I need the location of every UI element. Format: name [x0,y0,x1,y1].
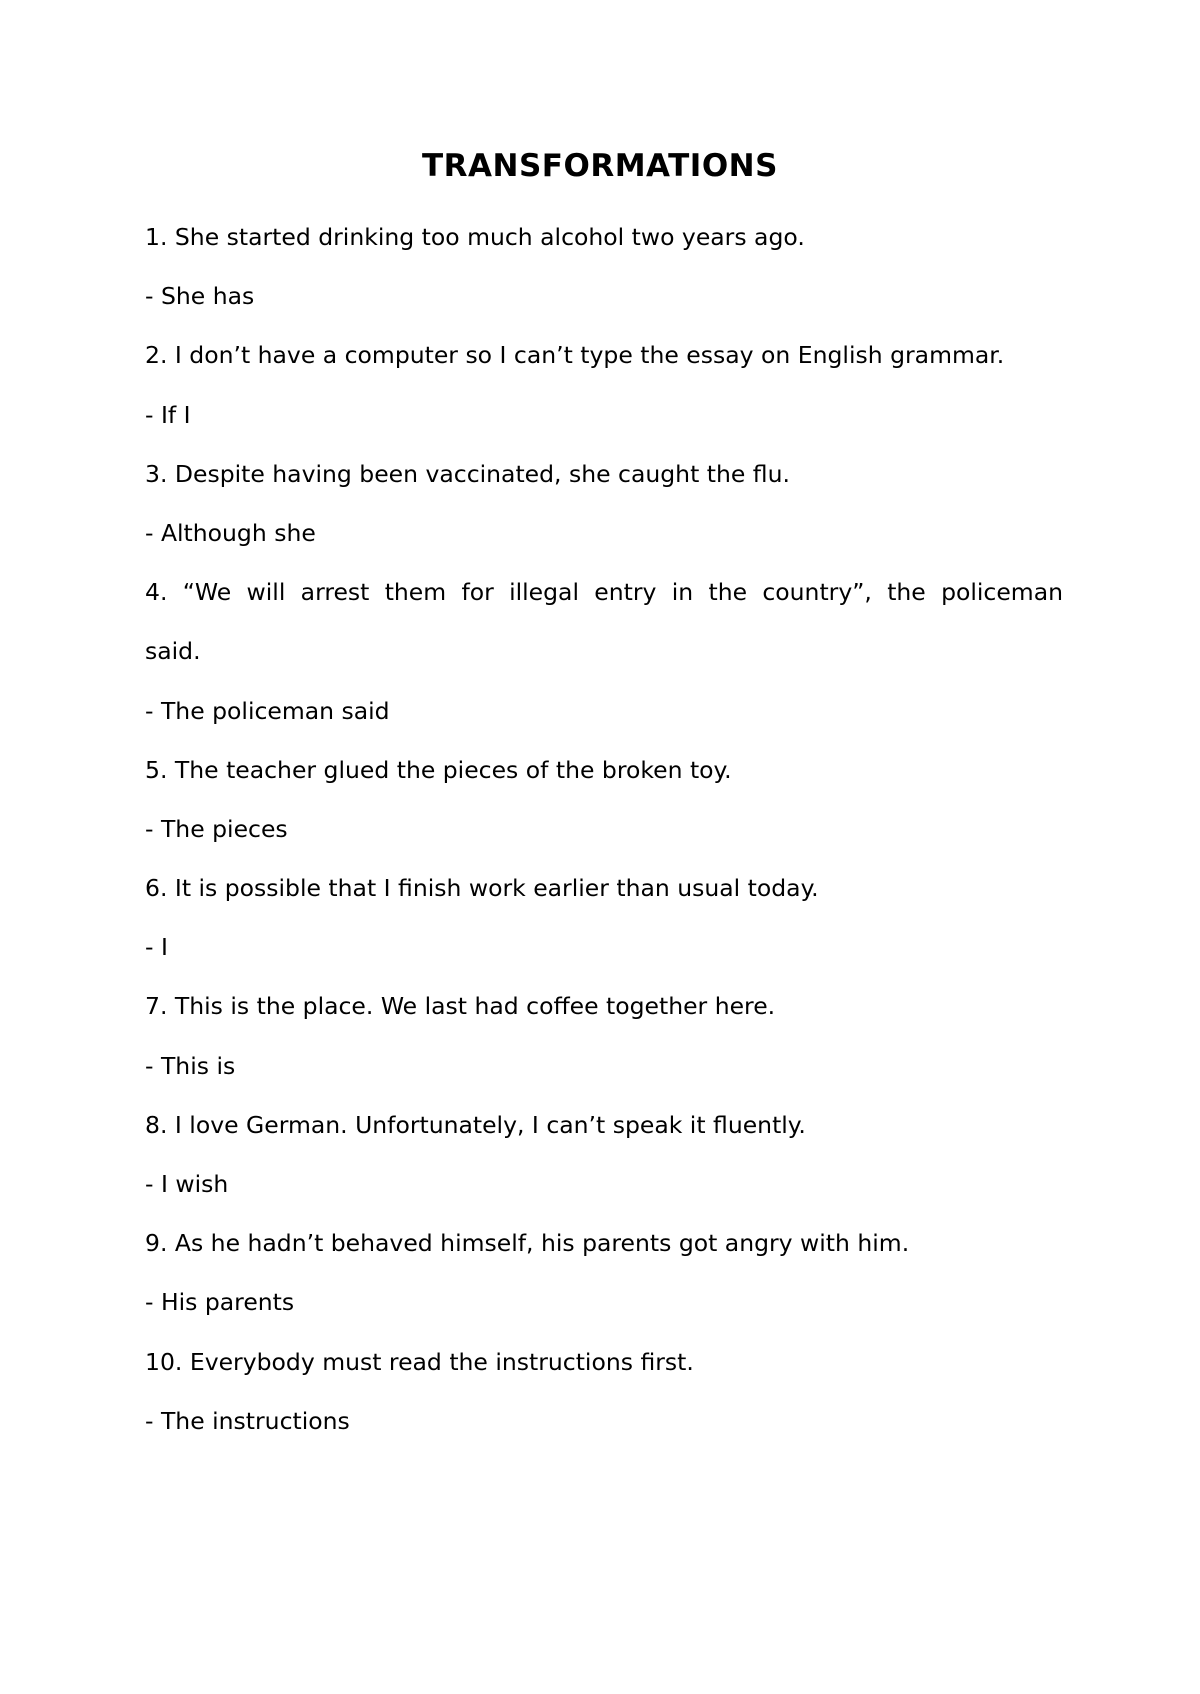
item-6-answer-start: - I [145,933,168,962]
item-4-prompt-line-1: 4. “We will arrest them for illegal entry in the country”, the policeman [145,578,1063,607]
item-7-answer-start: - This is [145,1051,236,1080]
page-title: TRANSFORMATIONS [422,148,778,184]
item-8-answer-start: - I wish [145,1170,229,1198]
item-1-prompt: 1. She started drinking too much alcohol two years ago. [145,223,805,251]
exercise-list [145,222,1063,1465]
item-9-prompt: 9. As he hadn’t behaved himself, his parents got angry with him. [145,1229,910,1258]
item-6-prompt: 6. It is possible that I finish work earlier than usual today. [145,874,819,903]
item-10-prompt: 10. Everybody must read the instructions first. [145,1347,694,1376]
item-3-answer-start: - Although she [145,518,316,547]
item-7-prompt: 7. This is the place. We last had coffee together here. [145,992,776,1021]
item-1-answer-start: - She has [145,282,255,311]
item-5-answer-start: - The pieces [145,814,288,843]
item-10-answer-start: - The instructions [145,1406,350,1435]
item-4-answer-start: - The policeman said [145,696,390,725]
item-4-prompt-line-2: said. [145,637,201,666]
item-2-prompt: 2. I don’t have a computer so I can’t type the essay on English grammar. [145,341,1005,370]
item-2-answer-start: - If I [145,400,191,429]
item-8-prompt: 8. I love German. Unfortunately, I can’t speak it fluently. [145,1110,806,1139]
item-3-prompt: 3. Despite having been vaccinated, she caught the flu. [145,459,790,488]
item-5-prompt: 5. The teacher glued the pieces of the broken toy. [145,755,732,784]
item-9-answer-start: - His parents [145,1288,295,1317]
